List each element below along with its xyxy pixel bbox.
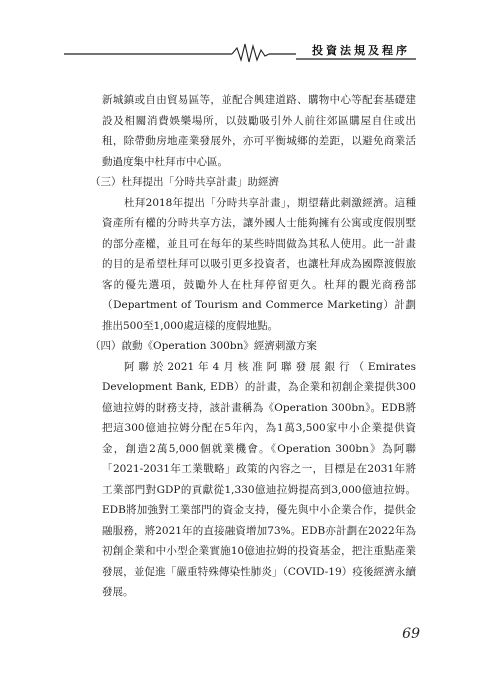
page-number: 69 [402, 626, 420, 642]
section-heading-4: （四）啟動《Operation 300bn》經濟刺激方案 [90, 340, 317, 352]
paragraph-continued: 新城鎮或自由貿易區等，並配合興建道路、購物中心等配套基礎建設及相關消費娛樂場所，以鼓勵吸引外人前往郊區購屋自住或出租，除帶動房地產業發展外，亦可平衡城鄉的差距，以避免商業活動過度集中杜拜市中心區。 [102, 94, 416, 168]
running-header [64, 38, 416, 68]
header-title: 投資法規及程序 [312, 44, 410, 57]
paragraph-timeshare: 杜拜2018年提出「分時共享計畫」，期望藉此刺激經濟。這種資產所有權的分時共享方法，讓外國人士能夠擁有公寓或度假別墅的部分產權，並且可在每年的某些時間做為其私人使用。此一計畫的目的是希望杜拜可以吸引更多投資者，也讓杜拜成為國際渡假旅客的優先選項，鼓勵外人在杜拜停留更久。杜拜的觀光商務部（Department of Tourism and Commerce Marketing）計劃推出500至1,000處這樣的度假地點。 [102, 196, 416, 332]
document-body [88, 90, 416, 603]
paragraph-operation-300bn: 阿聯於2021年4月核准阿聯發展銀行（Emirates Development Bank, EDB）的計畫，為企業和初創企業提供300億迪拉姆的財務支持，該計畫稱為《Operation 300bn》。EDB將把這300億迪拉姆分配在5年內，為1萬3,500家中小企業提供資金，創造2萬5,000個就業機會。《Operation 300bn》為阿聯「2021-2031年工業戰略」政策的內容之一，目標是在2031年將工業部門對GDP的貢獻從1,330億迪拉姆提高到3,000億迪拉姆。EDB將加強對工業部門的資金支持，優先與中小企業合作，提供金融服務，將2021年的直接融資增加73%。EDB亦計劃在2022年為初創企業和中小型企業實施10億迪拉姆的投資基金，把注重點產業發展，並促進「嚴重特殊傳染性肺炎」（COVID-19）疫後經濟永續發展。 [102, 360, 416, 598]
section-heading-3: （三）杜拜提出「分時共享計畫」助經濟 [90, 176, 279, 188]
